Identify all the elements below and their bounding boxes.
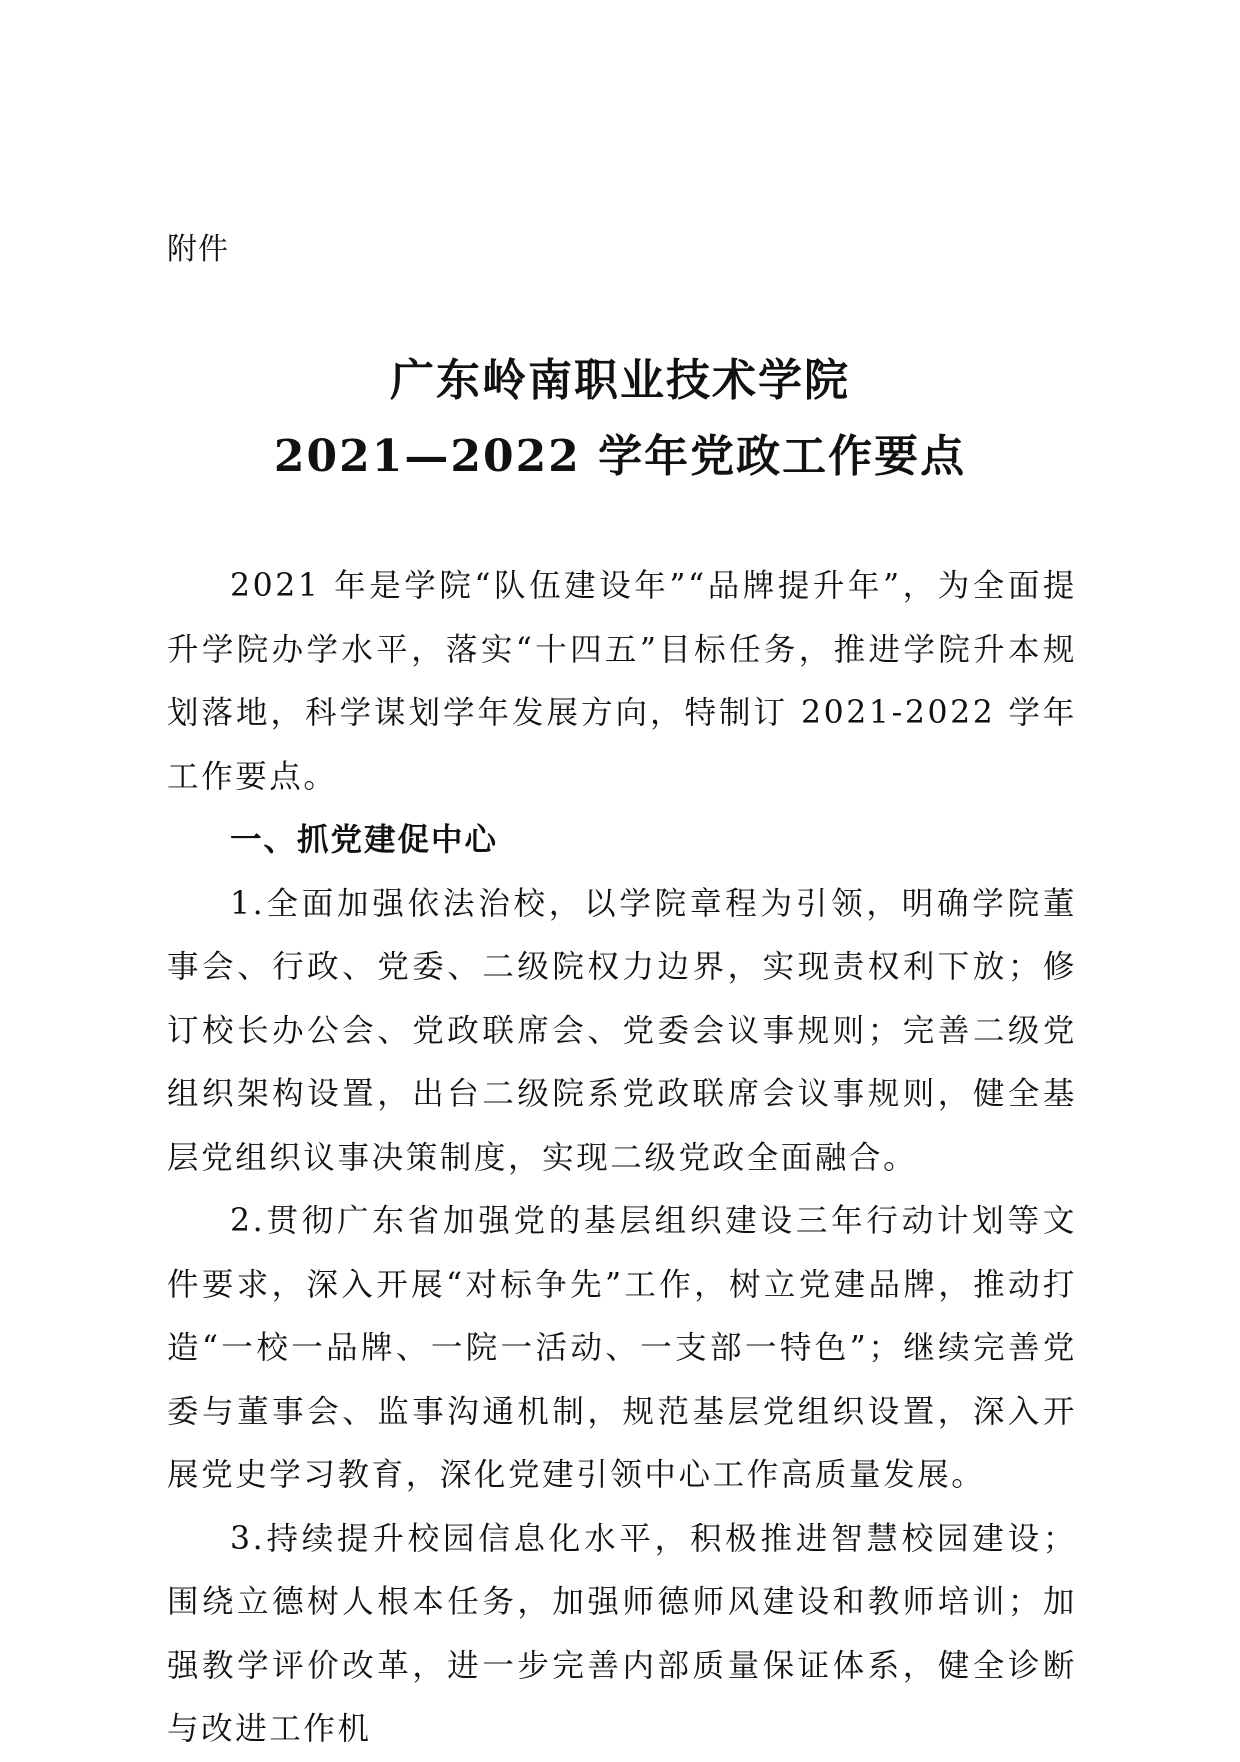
document-title-line2: 2021—2022 学年党政工作要点 (273, 431, 967, 482)
item-paragraph-3: 3.持续提升校园信息化水平，积极推进智慧校园建设；围绕立德树人根本任务，加强师德师风建设和教师培训；加强教学评价改革，进一步完善内部质量保证体系，健全诊断与改进工作机 (167, 1520, 1077, 1747)
document-body (167, 555, 1077, 1762)
intro-paragraph: 2021 年是学院“队伍建设年”“品牌提升年”，为全面提升学院办学水平，落实“十四五”目标任务，推进学院升本规划落地，科学谋划学年发展方向，特制订 2021-2022 学年工作要点。 (167, 568, 1077, 795)
item-paragraph-1: 1.全面加强依法治校，以学院章程为引领，明确学院董事会、行政、党委、二级院权力边界，实现责权利下放；修订校长办公会、党政联席会、党委会议事规则；完善二级党组织架构设置，出台二级院系党政联席会议事规则，健全基层党组织议事决策制度，实现二级党政全面融合。 (167, 885, 1077, 1176)
attachment-label: 附件 (167, 232, 229, 267)
document-title-line1: 广东岭南职业技术学院 (390, 355, 850, 406)
section-heading: 一、抓党建促中心 (230, 822, 499, 858)
item-paragraph-2: 2.贯彻广东省加强党的基层组织建设三年行动计划等文件要求，深入开展“对标争先”工作，树立党建品牌，推动打造“一校一品牌、一院一活动、一支部一特色”；继续完善党委与董事会、监事沟通机制，规范基层党组织设置，深入开展党史学习教育，深化党建引领中心工作高质量发展。 (167, 1203, 1077, 1493)
